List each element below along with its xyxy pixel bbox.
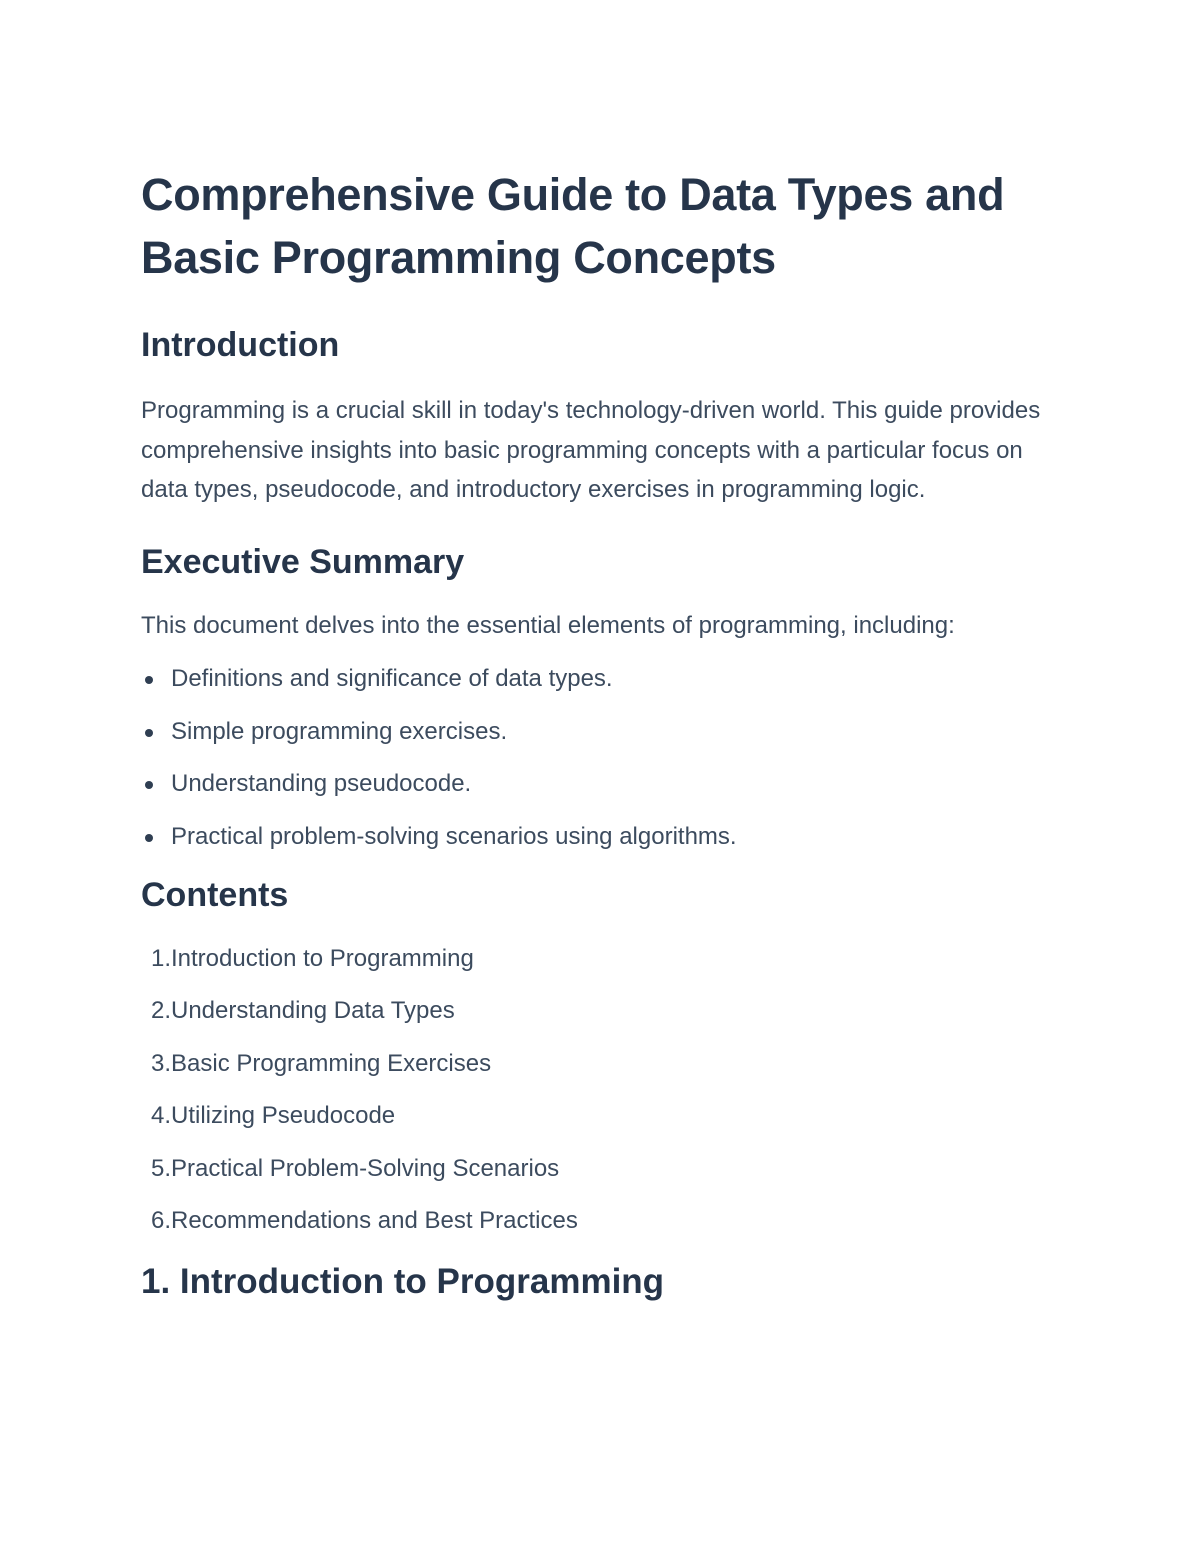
executive-summary-paragraph: This document delves into the essential elements of programming, including: [141, 611, 955, 639]
toc-item-label: Introduction to Programming [171, 944, 474, 972]
contents-heading: Contents [141, 875, 289, 914]
list-item [141, 712, 1050, 752]
introduction-paragraph: Programming is a crucial skill in today's technology-driven world. This guide provides comprehensive insights into basic programming concepts with a particular focus on data types, pseudocode, and introductory exercises in programming logic. [141, 397, 1041, 503]
document-title: Comprehensive Guide to Data Types and Basic Programming Concepts [141, 169, 1005, 283]
toc-item-label: Understanding Data Types [171, 997, 455, 1025]
toc-item-number: 1. [150, 944, 171, 972]
executive-summary-heading: Executive Summary [141, 542, 465, 581]
toc-item [141, 1044, 1050, 1084]
list-item [141, 764, 1050, 804]
toc-item-label: Basic Programming Exercises [171, 1049, 492, 1077]
introduction-heading: Introduction [141, 326, 340, 364]
bullet-text: Simple programming exercises. [171, 717, 508, 745]
bullet-icon [145, 781, 153, 789]
section-1-heading: 1. Introduction to Programming [141, 1262, 665, 1302]
toc-item-label: Practical Problem-Solving Scenarios [171, 1154, 560, 1182]
toc-item-label: Recommendations and Best Practices [171, 1207, 578, 1235]
bullet-icon [145, 834, 153, 842]
toc-item-number: 3. [150, 1049, 171, 1077]
toc-item [141, 1096, 1050, 1136]
toc-item [141, 939, 1050, 979]
bullet-text: Practical problem-solving scenarios using algorithms. [171, 822, 737, 850]
toc-item-number: 2. [150, 997, 171, 1025]
bullet-text: Understanding pseudocode. [171, 770, 472, 797]
list-item [141, 659, 1050, 699]
bullet-icon [145, 676, 153, 684]
toc-item-number: 4. [150, 1102, 171, 1130]
bullet-text: Definitions and significance of data types. [171, 665, 613, 692]
toc-item-number: 6. [150, 1207, 171, 1235]
bullet-icon [145, 729, 153, 737]
list-item [141, 817, 1050, 857]
toc-item-label: Utilizing Pseudocode [171, 1102, 396, 1130]
toc-item [141, 991, 1050, 1031]
summary-bullet-list [141, 659, 1050, 857]
toc-item [141, 1201, 1050, 1241]
table-of-contents [141, 939, 1050, 1242]
toc-item [141, 1149, 1050, 1189]
toc-item-number: 5. [150, 1154, 171, 1182]
